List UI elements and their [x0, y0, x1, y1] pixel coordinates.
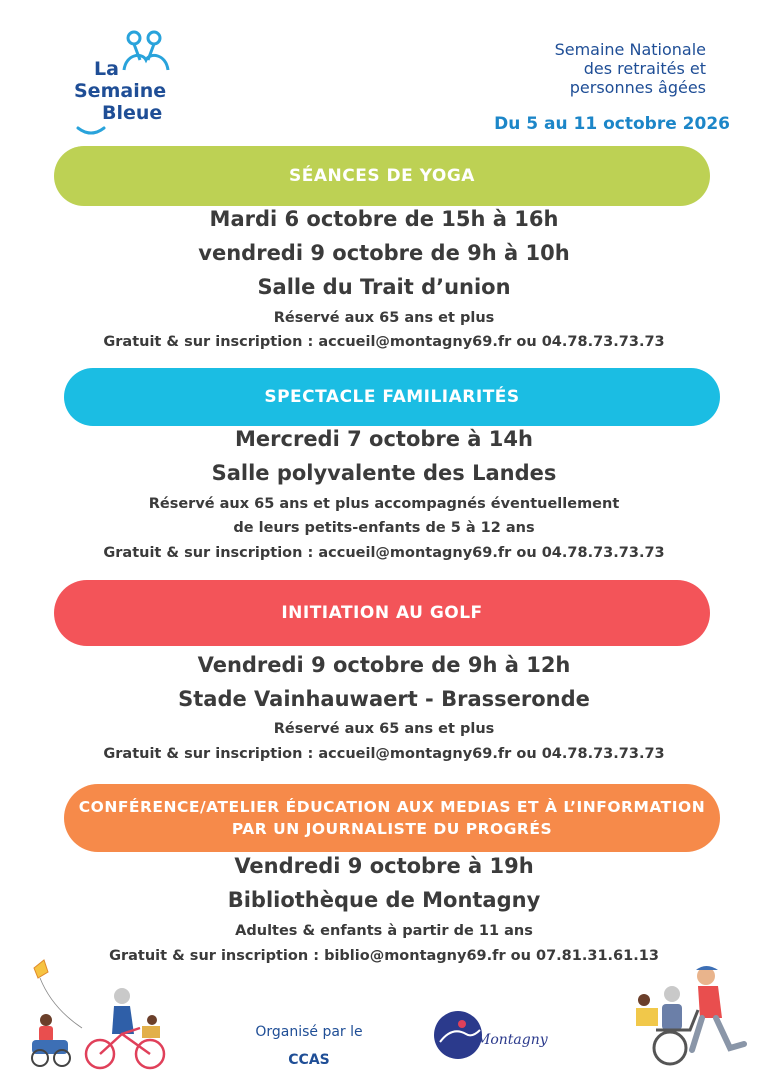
golf-banner [54, 580, 710, 646]
spectacle-registration: Gratuit & sur inscription : accueil@montagny69.fr ou 04.78.73.73.73 [103, 545, 665, 561]
yoga-audience: Réservé aux 65 ans et plus [273, 310, 495, 326]
yoga-registration: Gratuit & sur inscription : accueil@montagny69.fr ou 04.78.73.73.73 [103, 334, 665, 350]
organizer-block [224, 1018, 394, 1074]
smile-icon [76, 126, 106, 136]
wheelchair-illustration-icon [626, 964, 756, 1072]
golf-location: Stade Vainhauwaert - Brasseronde [178, 687, 590, 711]
yoga-line-1: Mardi 6 octobre de 15h à 16h [209, 207, 559, 231]
spectacle-banner [64, 368, 720, 426]
golf-title: INITIATION AU GOLF [281, 603, 483, 623]
organized-by-label: Organisé par le [255, 1024, 363, 1040]
event-dates: Du 5 au 11 octobre 2026 [494, 114, 730, 134]
logo-wordmark [74, 58, 166, 124]
conference-title-line-1: CONFÉRENCE/ATELIER ÉDUCATION AUX MEDIAS ET À L’INFORMATION [78, 798, 706, 816]
spectacle-audience-2: de leurs petits-enfants de 5 à 12 ans [233, 520, 535, 536]
golf-registration: Gratuit & sur inscription : accueil@montagny69.fr ou 04.78.73.73.73 [103, 746, 665, 762]
subtitle-line-3: personnes âgées [569, 78, 706, 97]
conference-banner [64, 784, 720, 852]
header-subtitle [555, 40, 706, 97]
montagny-logo-icon [432, 1008, 552, 1062]
yoga-title: SÉANCES DE YOGA [289, 166, 475, 186]
conference-audience: Adultes & enfants à partir de 11 ans [235, 923, 533, 939]
logo-line-1: La [94, 58, 119, 80]
yoga-line-2: vendredi 9 octobre de 9h à 10h [198, 241, 570, 265]
logo-line-3: Bleue [102, 102, 163, 124]
kite-bicycle-illustration-icon [22, 958, 172, 1072]
conference-location: Bibliothèque de Montagny [227, 888, 541, 912]
subtitle-line-2: des retraités et [583, 59, 706, 78]
logo-line-2: Semaine [74, 80, 167, 102]
subtitle-line-1: Semaine Nationale [554, 40, 706, 59]
spectacle-title: SPECTACLE FAMILIARITÉS [264, 387, 520, 407]
organizer-name: CCAS [288, 1052, 330, 1068]
yoga-location: Salle du Trait d’union [257, 275, 511, 299]
yoga-banner [54, 146, 710, 206]
conference-title-line-2: PAR UN JOURNALISTE DU PROGRÉS [231, 820, 553, 838]
golf-line-1: Vendredi 9 octobre de 9h à 12h [197, 653, 571, 677]
spectacle-audience-1: Réservé aux 65 ans et plus accompagnés éventuellement [148, 496, 620, 512]
golf-audience: Réservé aux 65 ans et plus [273, 721, 495, 737]
montagny-logo-text: Montagny [476, 1032, 548, 1048]
spectacle-location: Salle polyvalente des Landes [211, 461, 557, 485]
conference-registration: Gratuit & sur inscription : biblio@montagny69.fr ou 07.81.31.61.13 [109, 948, 659, 964]
semaine-bleue-logo [74, 28, 194, 133]
conference-line-1: Vendredi 9 octobre à 19h [234, 854, 534, 878]
spectacle-line-1: Mercredi 7 octobre à 14h [235, 427, 533, 451]
